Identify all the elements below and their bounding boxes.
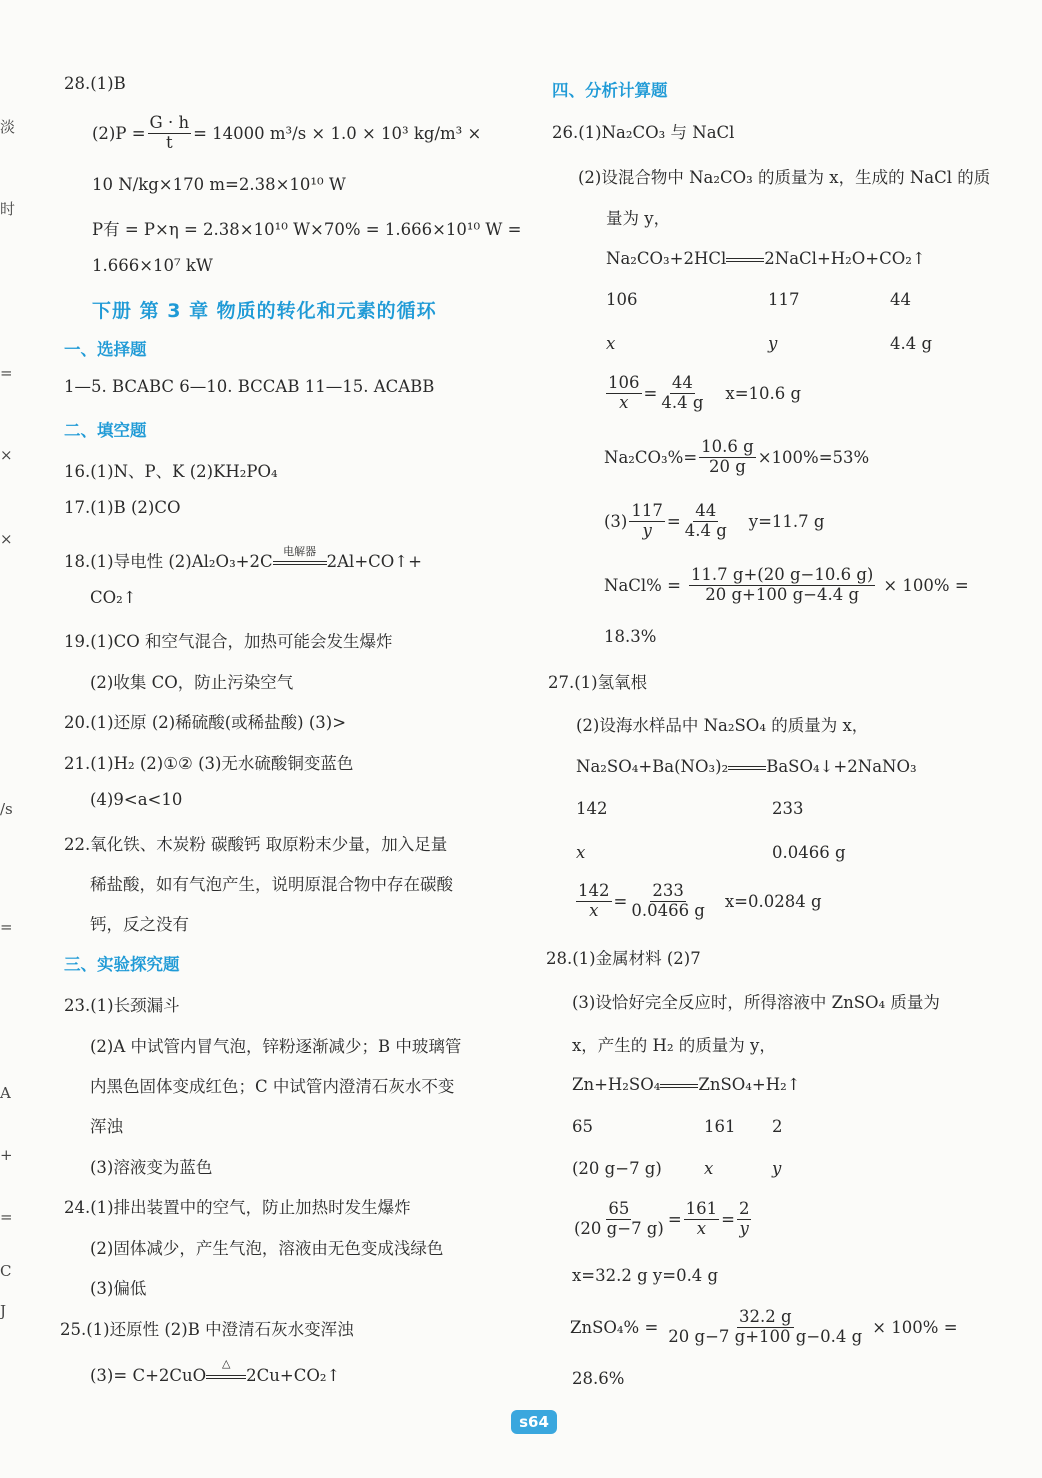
- q26-proportion-1: [604, 374, 801, 413]
- fraction: [737, 1200, 752, 1239]
- numerator: 32.2 g: [738, 1307, 792, 1326]
- unknown-value: x: [704, 1159, 714, 1178]
- q23-line3: 内黑色固体变成红色；C 中试管内澄清石灰水不变: [90, 1077, 455, 1096]
- q26-percent-na2co3: [604, 438, 869, 477]
- q28-line4: P有 = P×η = 2.38×10¹⁰ W×70% = 1.666×10¹⁰ W =: [92, 220, 522, 239]
- q24-line2: (2)固体减少，产生气泡，溶液由无色变成浅绿色: [90, 1239, 444, 1258]
- q22-line3: 钙，反之没有: [90, 915, 189, 934]
- mass-ratio-value: 2: [772, 1117, 783, 1136]
- numerator: 161: [685, 1199, 718, 1218]
- q23-line1: 23.(1)长颈漏斗: [64, 996, 180, 1015]
- margin-mark: +: [0, 1146, 13, 1164]
- q28-line5: 1.666×10⁷ kW: [92, 256, 213, 275]
- q28r-line2: (3)设恰好完全反应时，所得溶液中 ZnSO₄ 质量为: [572, 993, 940, 1012]
- numerator: 142: [578, 881, 610, 900]
- mass-ratio-value: 65: [572, 1117, 593, 1136]
- margin-mark: ×: [0, 446, 13, 464]
- denominator: 0.0466 g: [631, 900, 705, 920]
- fraction: [606, 374, 642, 413]
- section-heading: 三、实验探究题: [64, 955, 180, 974]
- q23-line2: (2)A 中试管内冒气泡，锌粉逐渐减少；B 中玻璃管: [90, 1037, 462, 1056]
- formula-suffix: ×100%=53%: [757, 447, 870, 467]
- equals-sign: =: [666, 511, 681, 531]
- q27-proportion: [574, 882, 822, 921]
- numerator: 117: [631, 501, 663, 520]
- unknown-value: y: [772, 1159, 782, 1178]
- fraction: [576, 882, 612, 921]
- section-heading: 一、选择题: [64, 340, 147, 359]
- page-number-badge: s64: [511, 1410, 557, 1434]
- q24-line1: 24.(1)排出装置中的空气，防止加热时发生爆炸: [64, 1198, 411, 1217]
- q26-line2: (2)设混合物中 Na₂CO₃ 的质量为 x，生成的 NaCl 的质: [578, 168, 991, 187]
- denominator: y: [642, 520, 652, 540]
- denominator: 20 g+100 g−4.4 g: [705, 584, 860, 604]
- margin-mark: =: [0, 918, 13, 936]
- denominator: x: [589, 900, 599, 920]
- q26-equation: [606, 249, 926, 268]
- fraction: [683, 502, 729, 541]
- margin-mark: A: [0, 1084, 11, 1102]
- q28r-line1: 28.(1)金属材料 (2)7: [546, 949, 701, 968]
- reaction-condition: 电解器: [283, 544, 317, 558]
- formula-prefix: ZnSO₄% =: [570, 1317, 659, 1337]
- q26-proportion-2: [604, 502, 824, 541]
- q21-line1: 21.(1)H₂ (2)①② (3)无水硫酸铜变蓝色: [64, 754, 354, 773]
- result: x=10.6 g: [725, 383, 802, 403]
- equation-left: (3)= C+2CuO: [90, 1366, 207, 1385]
- equation-right: ZnSO₄+H₂↑: [698, 1075, 801, 1094]
- equals-sign: =: [721, 1209, 735, 1229]
- fraction: [659, 374, 705, 413]
- fraction: [684, 1200, 720, 1239]
- denominator: 20 g: [709, 456, 746, 476]
- fraction: [689, 566, 875, 605]
- numerator: 2: [738, 1199, 750, 1218]
- fraction: [629, 882, 707, 921]
- mass-ratio-value: 142: [576, 799, 608, 818]
- denominator: 20 g−7 g+100 g−0.4 g: [668, 1326, 863, 1346]
- reaction-arrow: [728, 763, 766, 773]
- q27-line1: 27.(1)氢氧根: [548, 673, 648, 692]
- q27-equation: [576, 757, 917, 776]
- margin-mark: =: [0, 364, 13, 382]
- result: x=0.0284 g: [724, 891, 822, 911]
- result: y=11.7 g: [748, 511, 825, 531]
- formula-prefix: NaCl% =: [604, 575, 681, 595]
- mass-ratio-value: 106: [606, 290, 638, 309]
- mass-ratio-value: 44: [890, 290, 911, 309]
- denominator: t: [166, 132, 173, 152]
- q25-line1: 25.(1)还原性 (2)B 中澄清石灰水变浑浊: [60, 1320, 354, 1339]
- numerator: 106: [608, 373, 640, 392]
- unknown-value: x: [576, 843, 586, 862]
- known-value: (20 g−7 g): [572, 1159, 662, 1178]
- q26-line3: 量为 y，: [606, 209, 671, 228]
- denominator: y: [739, 1218, 749, 1238]
- q18-line1: [64, 544, 422, 572]
- margin-mark: 淡: [0, 118, 16, 136]
- formula-suffix: × 100% =: [872, 1317, 958, 1337]
- numerator: 65: [608, 1199, 630, 1218]
- numerator: 233: [652, 881, 684, 900]
- margin-mark: C: [0, 1262, 12, 1280]
- mass-ratio-value: 117: [768, 290, 800, 309]
- formula-prefix: (2)P =: [92, 123, 146, 143]
- margin-mark: 时: [0, 200, 16, 218]
- q28r-line3: x，产生的 H₂ 的质量为 y，: [572, 1036, 776, 1055]
- numerator: 10.6 g: [701, 437, 754, 456]
- section-heading: 四、分析计算题: [552, 81, 668, 100]
- equation-left: Zn+H₂SO₄: [572, 1075, 661, 1094]
- reaction-arrow: [273, 544, 327, 568]
- q28-line3: 10 N/kg×170 m=2.38×10¹⁰ W: [92, 175, 346, 194]
- margin-mark: ×: [0, 530, 13, 548]
- q19-line2: (2)收集 CO，防止污染空气: [90, 673, 294, 692]
- fraction: [572, 1200, 666, 1239]
- formula-prefix: Na₂CO₃%=: [604, 447, 698, 467]
- known-value: 0.0466 g: [772, 843, 846, 862]
- margin-mark: J: [0, 1302, 7, 1320]
- q27-line2: (2)设海水样品中 Na₂SO₄ 的质量为 x，: [576, 716, 869, 735]
- fraction: [148, 114, 192, 153]
- q18-line2: CO₂↑: [90, 588, 137, 607]
- q19-line1: 19.(1)CO 和空气混合，加热可能会发生爆炸: [64, 632, 393, 651]
- equation-left: 18.(1)导电性 (2)Al₂O₃+2C: [64, 552, 273, 571]
- denominator: x: [619, 392, 629, 412]
- equation-left: Na₂CO₃+2HCl: [606, 249, 727, 268]
- reaction-arrow: [726, 255, 764, 265]
- q28-percent-znso4: [570, 1308, 958, 1347]
- numerator: 11.7 g+(20 g−10.6 g): [690, 565, 874, 584]
- margin-mark: =: [0, 1208, 13, 1226]
- numerator: 44: [695, 501, 717, 520]
- equals-sign: =: [613, 891, 628, 911]
- equals-sign: =: [667, 1209, 682, 1229]
- denominator: x: [696, 1218, 707, 1238]
- fraction: [629, 502, 665, 541]
- unknown-value: x: [606, 334, 616, 353]
- q21-line2: (4)9<a<10: [90, 790, 183, 809]
- unknown-value: y: [768, 334, 778, 353]
- denominator: 4.4 g: [684, 520, 727, 540]
- denominator: (20 g−7 g): [574, 1218, 664, 1238]
- mass-ratio-value: 161: [704, 1117, 736, 1136]
- q22-line1: 22.氧化铁、木炭粉 碳酸钙 取原粉末少量，加入足量: [64, 835, 448, 854]
- q28-formula-power: [92, 114, 481, 153]
- equals-sign: =: [643, 383, 658, 403]
- equation-right: 2Al+CO↑+: [326, 552, 422, 571]
- fraction: [699, 438, 756, 477]
- section-heading: 二、填空题: [64, 421, 147, 440]
- fraction: [666, 1308, 864, 1347]
- q26-result: 18.3%: [604, 627, 657, 646]
- q28-results: x=32.2 g y=0.4 g: [572, 1266, 719, 1285]
- reaction-condition: △: [221, 1356, 231, 1370]
- q24-line3: (3)偏低: [90, 1279, 147, 1298]
- choice-answers: 1—5. BCABC 6—10. BCCAB 11—15. ACABB: [64, 377, 435, 396]
- q25-equation: [90, 1356, 341, 1385]
- reaction-arrow: [206, 1356, 246, 1382]
- equation-left: Na₂SO₄+Ba(NO₃)₂: [576, 757, 729, 776]
- formula-suffix: = 14000 m³/s × 1.0 × 10³ kg/m³ ×: [193, 123, 482, 143]
- q28-final-result: 28.6%: [572, 1369, 625, 1388]
- mass-ratio-value: 233: [772, 799, 804, 818]
- q28-line1: 28.(1)B: [64, 74, 126, 93]
- numerator: 44: [671, 373, 693, 392]
- chapter-title: 下册 第 3 章 物质的转化和元素的循环: [92, 300, 437, 322]
- q28-equation: [572, 1075, 801, 1094]
- known-value: 4.4 g: [890, 334, 933, 353]
- q26-percent-nacl: [604, 566, 969, 605]
- q20: 20.(1)还原 (2)稀硫酸(或稀盐酸) (3)>: [64, 713, 347, 732]
- equation-right: 2Cu+CO₂↑: [246, 1366, 341, 1385]
- q17: 17.(1)B (2)CO: [64, 498, 181, 517]
- q28-proportion: [570, 1200, 753, 1239]
- numerator: G · h: [149, 113, 190, 132]
- margin-mark: /s: [0, 800, 13, 818]
- q23-line5: (3)溶液变为蓝色: [90, 1158, 213, 1177]
- sub-question-label: (3): [604, 511, 628, 531]
- equation-right: 2NaCl+H₂O+CO₂↑: [764, 249, 926, 268]
- equation-right: BaSO₄↓+2NaNO₃: [766, 757, 917, 776]
- q23-line4: 浑浊: [90, 1117, 123, 1136]
- reaction-arrow: [660, 1081, 698, 1091]
- q22-line2: 稀盐酸，如有气泡产生，说明原混合物中存在碳酸: [90, 875, 453, 894]
- formula-suffix: × 100% =: [883, 575, 969, 595]
- q26-line1: 26.(1)Na₂CO₃ 与 NaCl: [552, 123, 735, 142]
- denominator: 4.4 g: [661, 392, 704, 412]
- q16: 16.(1)N、P、K (2)KH₂PO₄: [64, 462, 278, 481]
